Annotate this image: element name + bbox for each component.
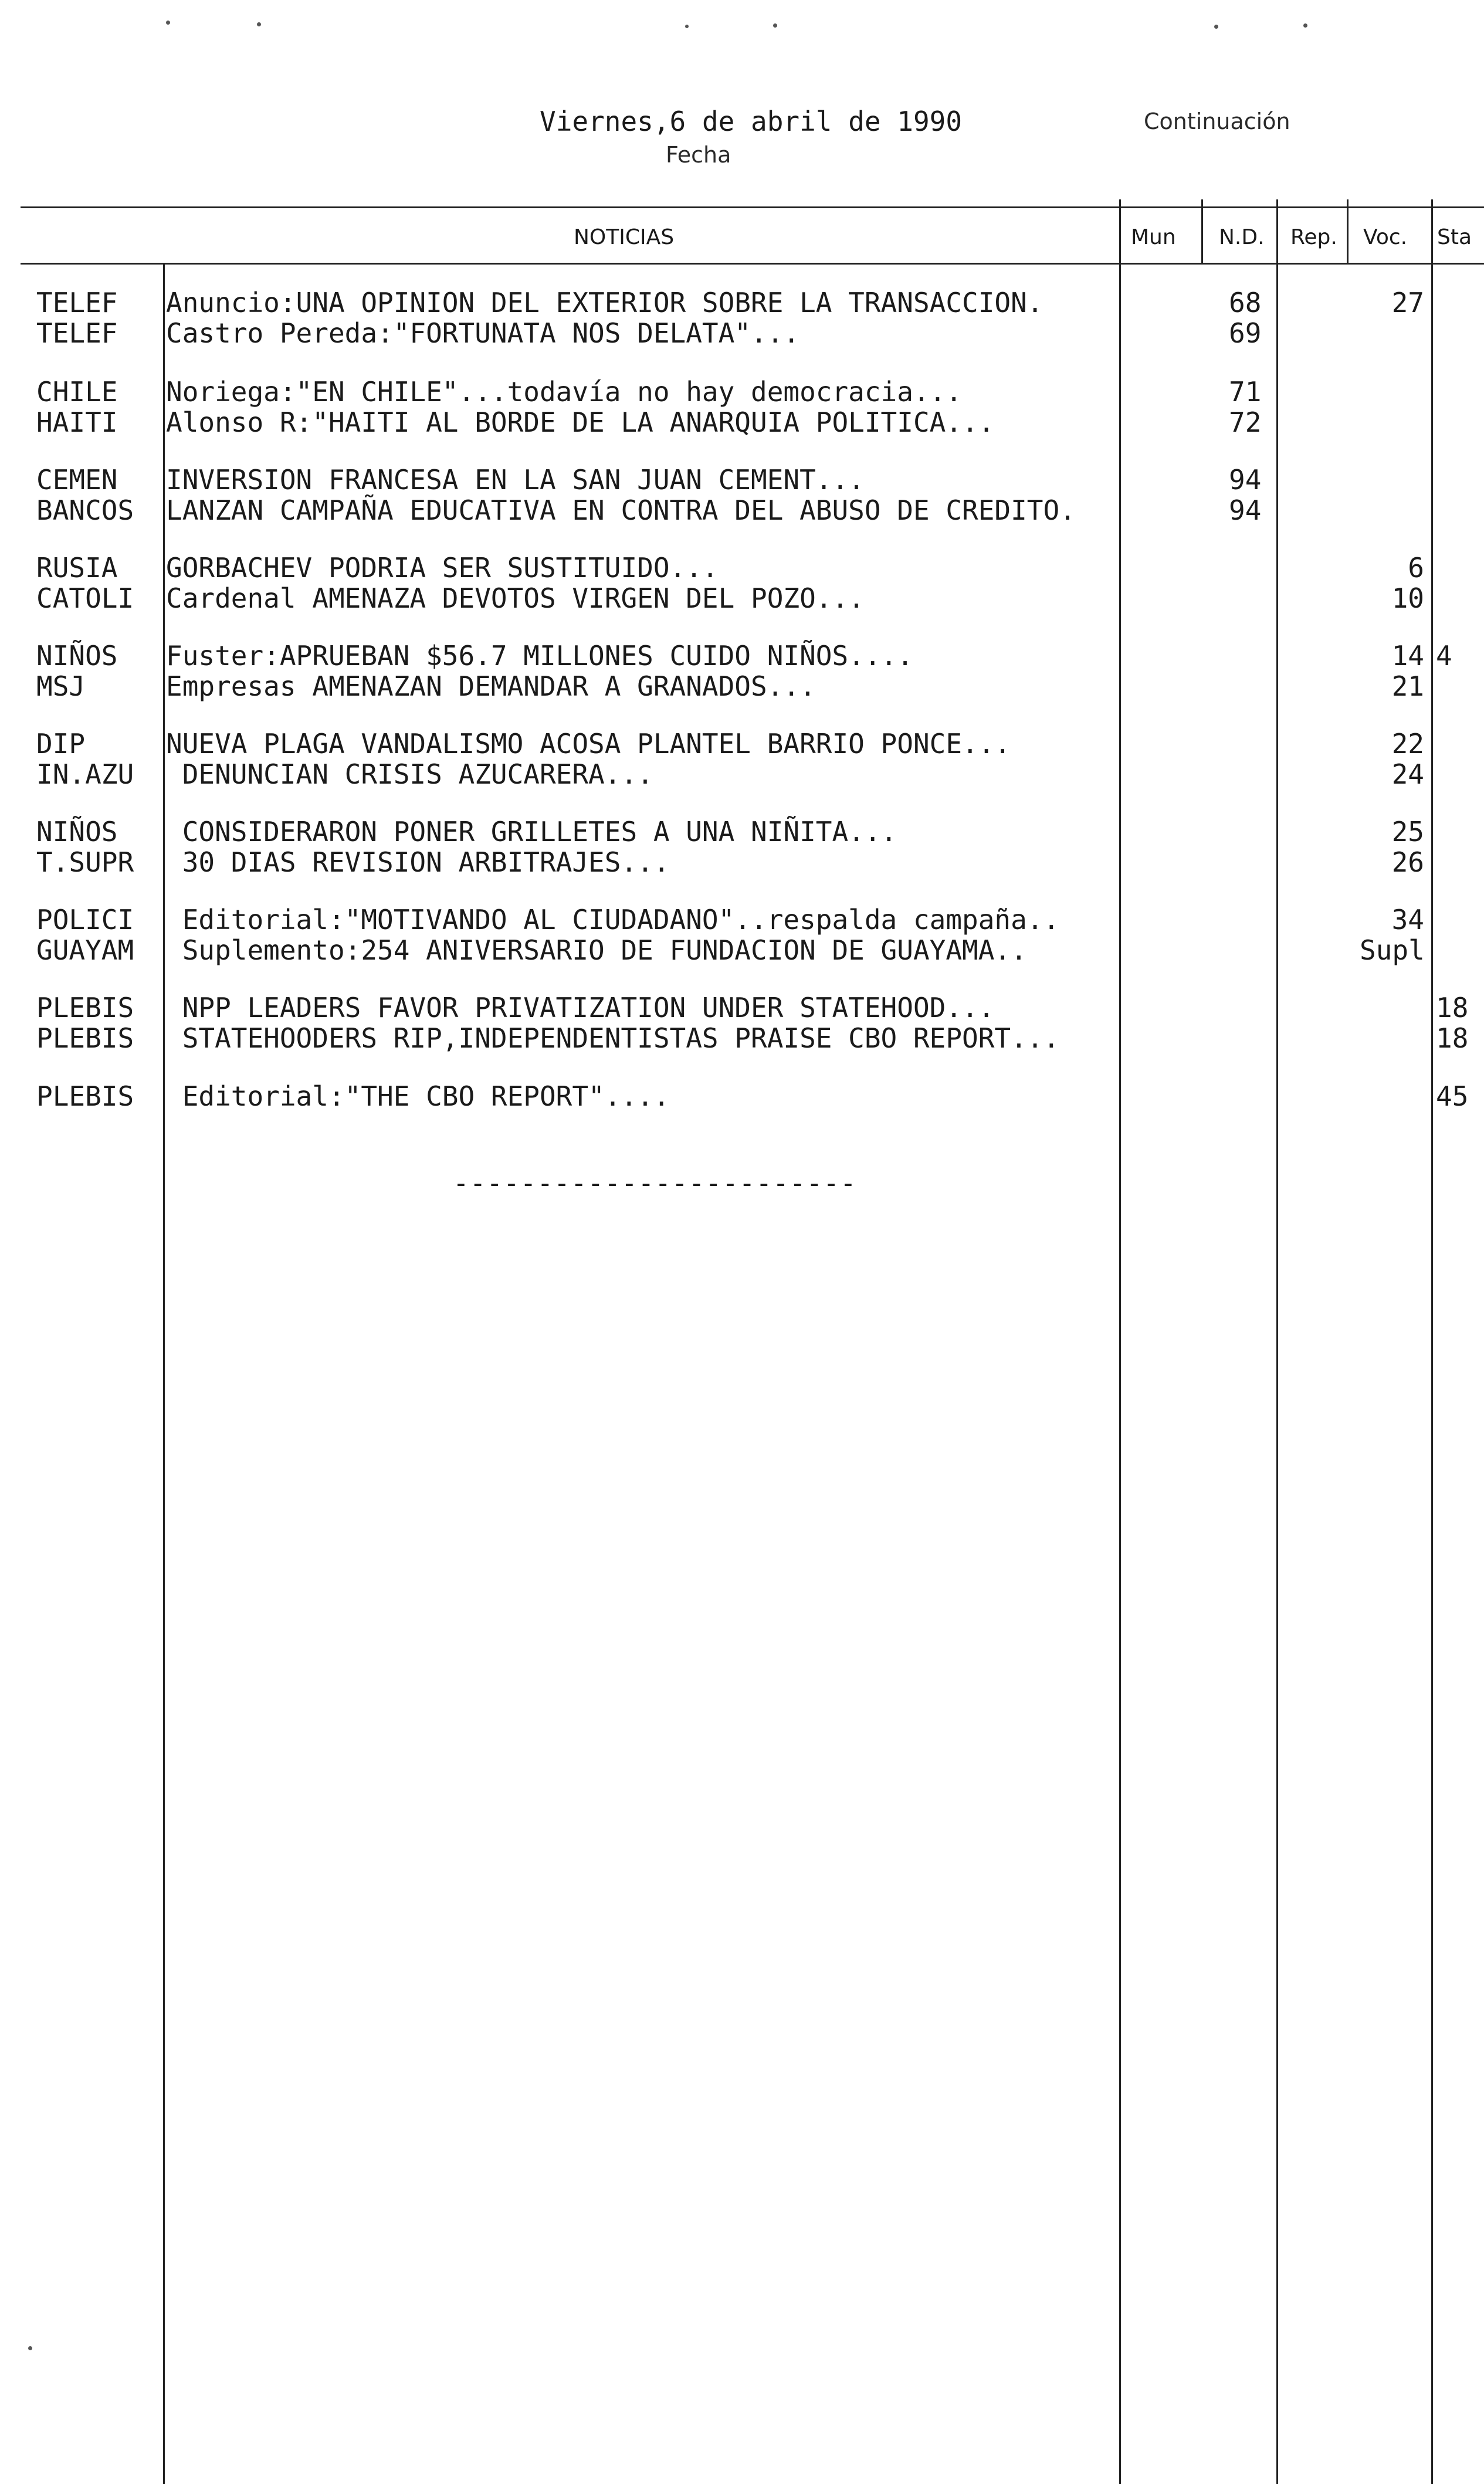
- scan-speck: [166, 21, 170, 25]
- row-headline: CONSIDERARON PONER GRILLETES A UNA NIÑITA...: [166, 816, 897, 848]
- row-voc-page: 14: [1391, 640, 1424, 672]
- scan-speck: [1303, 23, 1307, 28]
- row-headline: Anuncio:UNA OPINION DEL EXTERIOR SOBRE LA TRANSACCION.: [166, 287, 1043, 318]
- row-voc-page: 24: [1391, 758, 1424, 790]
- row-code: CATOLI: [36, 582, 134, 614]
- row-voc-page: Supl: [1360, 934, 1425, 966]
- col-header-nd: N.D.: [1219, 225, 1265, 249]
- scan-speck: [1214, 25, 1218, 29]
- row-headline: Cardenal AMENAZA DEVOTOS VIRGEN DEL POZO...: [166, 582, 865, 614]
- date-line: Viernes,6 de abril de 1990: [540, 106, 963, 137]
- date-caption: Fecha: [666, 142, 731, 168]
- row-headline: Empresas AMENAZAN DEMANDAR A GRANADOS...: [166, 670, 816, 702]
- row-sta-page: 45: [1436, 1080, 1469, 1112]
- row-code: NIÑOS: [36, 640, 118, 672]
- row-code: PLEBIS: [36, 1080, 134, 1112]
- row-nd-page: 94: [1229, 464, 1262, 496]
- row-headline: 30 DIAS REVISION ARBITRAJES...: [166, 846, 670, 878]
- row-headline: Alonso R:"HAITI AL BORDE DE LA ANARQUIA POLITICA...: [166, 406, 995, 438]
- row-code: NIÑOS: [36, 816, 118, 848]
- row-voc-page: 10: [1391, 582, 1424, 614]
- row-voc-page: 6: [1408, 552, 1424, 584]
- scan-speck: [685, 25, 689, 28]
- row-code: PLEBIS: [36, 1022, 134, 1054]
- row-headline: Editorial:"THE CBO REPORT"....: [166, 1080, 670, 1112]
- col-header-sta: Sta: [1437, 225, 1472, 249]
- row-voc-page: 21: [1391, 670, 1424, 702]
- row-code: MSJ: [36, 670, 86, 702]
- row-headline: Editorial:"MOTIVANDO AL CIUDADANO"..respalda campaña..: [166, 904, 1060, 936]
- row-headline: Noriega:"EN CHILE"...todavía no hay democracia...: [166, 376, 963, 408]
- row-code: BANCOS: [36, 494, 134, 526]
- row-headline: NUEVA PLAGA VANDALISMO ACOSA PLANTEL BARRIO PONCE...: [166, 728, 1011, 760]
- col-header-mun: Mun: [1131, 225, 1176, 249]
- row-headline: LANZAN CAMPAÑA EDUCATIVA EN CONTRA DEL ABUSO DE CREDITO.: [166, 494, 1076, 526]
- row-code: TELEF: [36, 317, 118, 349]
- row-code: RUSIA: [36, 552, 118, 584]
- row-voc-page: 27: [1391, 287, 1424, 318]
- row-voc-page: 26: [1391, 846, 1424, 878]
- row-voc-page: 25: [1391, 816, 1424, 848]
- row-headline: Suplemento:254 ANIVERSARIO DE FUNDACION DE GUAYAMA..: [166, 934, 1027, 966]
- row-headline: STATEHOODERS RIP,INDEPENDENTISTAS PRAISE CBO REPORT...: [166, 1022, 1060, 1054]
- row-headline: DENUNCIAN CRISIS AZUCARERA...: [166, 758, 653, 790]
- end-marker: ------------------------: [453, 1167, 857, 1199]
- scan-speck: [28, 2346, 32, 2350]
- row-headline: GORBACHEV PODRIA SER SUSTITUIDO...: [166, 552, 719, 584]
- row-nd-page: 68: [1229, 287, 1262, 318]
- row-code: HAITI: [36, 406, 118, 438]
- row-headline: Fuster:APRUEBAN $56.7 MILLONES CUIDO NIÑOS....: [166, 640, 913, 672]
- continuation-label: Continuación: [1144, 109, 1290, 134]
- col-header-noticias: NOTICIAS: [574, 225, 675, 249]
- row-sta-page: 18: [1436, 992, 1469, 1024]
- row-code: PLEBIS: [36, 992, 134, 1024]
- row-code: POLICI: [36, 904, 134, 936]
- row-sta-page: 4: [1436, 640, 1452, 672]
- row-headline: NPP LEADERS FAVOR PRIVATIZATION UNDER STATEHOOD...: [166, 992, 995, 1024]
- row-code: IN.AZU: [36, 758, 134, 790]
- row-headline: INVERSION FRANCESA EN LA SAN JUAN CEMENT...: [166, 464, 865, 496]
- row-nd-page: 72: [1229, 406, 1262, 438]
- col-header-voc: Voc.: [1363, 225, 1408, 249]
- row-sta-page: 18: [1436, 1022, 1469, 1054]
- row-nd-page: 69: [1229, 317, 1262, 349]
- row-code: CHILE: [36, 376, 118, 408]
- row-headline: Castro Pereda:"FORTUNATA NOS DELATA"...: [166, 317, 800, 349]
- row-code: GUAYAM: [36, 934, 134, 966]
- col-header-rep: Rep.: [1290, 225, 1337, 249]
- row-voc-page: 34: [1391, 904, 1424, 936]
- row-code: DIP: [36, 728, 86, 760]
- row-nd-page: 94: [1229, 494, 1262, 526]
- row-nd-page: 71: [1229, 376, 1262, 408]
- row-code: TELEF: [36, 287, 118, 318]
- row-code: CEMEN: [36, 464, 118, 496]
- scan-speck: [773, 23, 777, 28]
- row-voc-page: 22: [1391, 728, 1424, 760]
- row-code: T.SUPR: [36, 846, 134, 878]
- scan-speck: [257, 22, 261, 26]
